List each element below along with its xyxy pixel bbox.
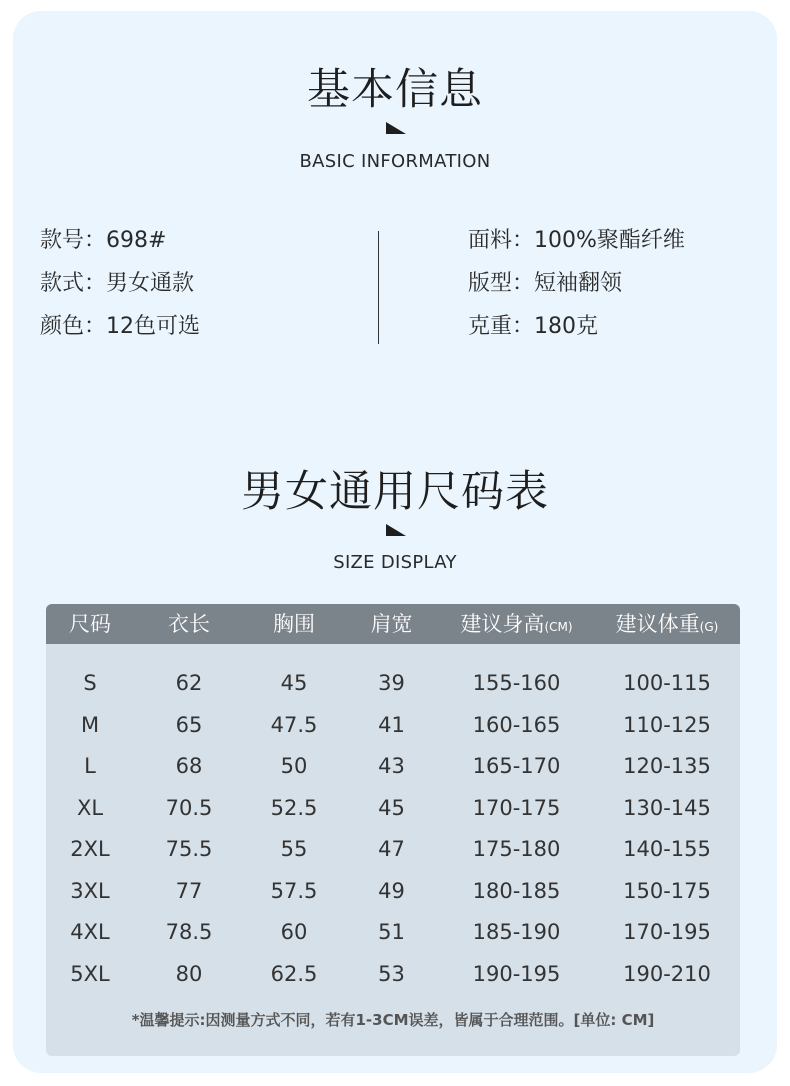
info-right-column [468, 223, 685, 352]
table-cell: 155-160 [472, 671, 561, 695]
table-row [46, 663, 740, 704]
table-cell: 170-195 [623, 920, 711, 944]
info-label: 款号： [40, 228, 107, 253]
table-cell: 165-170 [472, 754, 561, 778]
table-cell: 170-175 [472, 795, 561, 820]
info-item [40, 266, 200, 309]
info-item [468, 309, 685, 352]
table-cell: 60 [280, 920, 308, 944]
table-cell: 65 [175, 712, 203, 737]
table-cell: 3XL [70, 878, 110, 903]
table-cell: 39 [378, 671, 405, 695]
info-item [40, 309, 200, 352]
table-cell: 77 [175, 878, 203, 903]
triangle-icon [386, 122, 406, 134]
info-label: 版型： [468, 271, 535, 296]
table-cell: 4XL [70, 920, 110, 944]
info-value: 698# [106, 228, 167, 253]
table-cell: 55 [280, 837, 308, 861]
table-cell: 45 [280, 671, 308, 695]
table-cell: 190-195 [472, 961, 561, 986]
table-row [46, 912, 740, 953]
table-cell: 180-185 [472, 878, 561, 903]
table-cell: 62.5 [270, 961, 318, 986]
table-cell: 47 [378, 837, 405, 861]
header-height: 建议身高(CM) [460, 612, 573, 636]
table-row [46, 788, 740, 829]
info-label: 颜色： [40, 314, 107, 339]
info-item [468, 266, 685, 309]
table-cell: 190-210 [623, 961, 711, 986]
size-chart-subtitle: SIZE DISPLAY [333, 552, 457, 573]
info-item [468, 223, 685, 266]
table-cell: 62 [175, 671, 203, 695]
header-chest: 胸围 [273, 612, 315, 636]
table-cell: 47.5 [270, 712, 318, 737]
table-cell: 100-115 [623, 671, 711, 695]
table-cell: 43 [378, 754, 405, 778]
info-value: 100%聚酯纤维 [534, 228, 685, 253]
table-cell: 185-190 [472, 920, 561, 944]
table-row [46, 954, 740, 995]
table-cell: L [84, 754, 96, 778]
table-row [46, 705, 740, 746]
table-cell: 49 [378, 878, 405, 903]
info-divider [378, 231, 379, 344]
table-cell: 57.5 [270, 878, 318, 903]
table-cell: 2XL [70, 837, 110, 861]
info-value: 男女通款 [106, 271, 195, 296]
size-chart-title: 男女通用尺码表 [241, 467, 549, 517]
table-cell: 150-175 [623, 878, 711, 903]
basic-info-title: 基本信息 [307, 65, 483, 115]
table-cell: M [80, 712, 100, 737]
header-weight: 建议体重(G) [615, 612, 719, 636]
basic-info-subtitle: BASIC INFORMATION [299, 151, 491, 172]
info-label: 款式： [40, 271, 107, 296]
table-cell: 120-135 [623, 754, 711, 778]
table-header [46, 604, 740, 644]
header-shoulder: 肩宽 [370, 612, 413, 636]
size-note: *温馨提示:因测量方式不同，若有1-3CM误差，皆属于合理范围。[单位: CM] [131, 1011, 655, 1029]
info-value: 短袖翻领 [534, 271, 623, 296]
table-cell: 52.5 [270, 795, 318, 820]
table-cell: 140-155 [623, 837, 711, 861]
table-cell: 53 [378, 961, 405, 986]
header-size: 尺码 [69, 612, 111, 636]
info-value: 12色可选 [106, 314, 201, 339]
table-cell: 51 [378, 920, 405, 944]
info-left-column [40, 223, 200, 352]
table-cell: 41 [378, 712, 405, 737]
table-cell: 75.5 [165, 837, 213, 861]
header-length: 衣长 [168, 612, 210, 636]
table-row [46, 871, 740, 912]
info-label: 克重： [468, 314, 535, 339]
table-row [46, 746, 740, 787]
table-cell: 80 [175, 961, 203, 986]
table-cell: 130-145 [623, 795, 711, 820]
table-cell: 160-165 [472, 712, 561, 737]
triangle-icon [386, 524, 406, 536]
table-cell: XL [76, 795, 104, 820]
table-cell: 45 [378, 795, 405, 820]
table-cell: S [83, 671, 97, 695]
size-table [46, 604, 740, 1056]
table-cell: 78.5 [165, 920, 213, 944]
table-cell: 110-125 [623, 712, 711, 737]
table-cell: 175-180 [472, 837, 561, 861]
table-cell: 68 [175, 754, 203, 778]
table-row [46, 829, 740, 870]
table-cell: 50 [280, 754, 308, 778]
table-cell: 5XL [70, 961, 110, 986]
info-item [40, 223, 200, 266]
info-value: 180克 [534, 314, 599, 339]
table-cell: 70.5 [165, 795, 213, 820]
info-label: 面料： [468, 228, 535, 253]
